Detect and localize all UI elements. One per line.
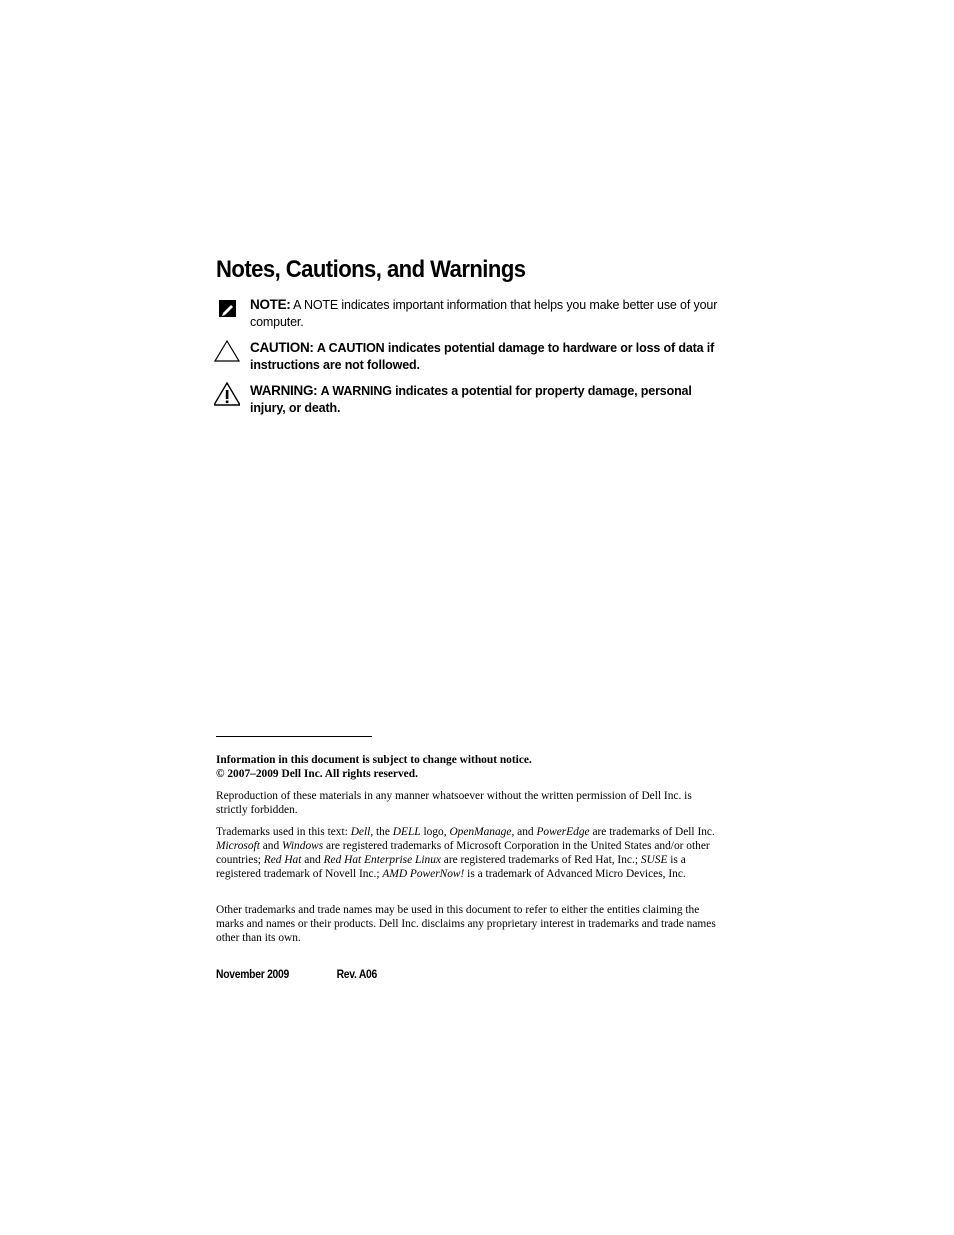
tm-windows: Windows — [282, 840, 324, 852]
caution-triangle-icon — [214, 339, 240, 365]
warning-text — [250, 382, 720, 417]
tm-text: is a trademark of Advanced Micro Devices, Inc. — [464, 868, 686, 880]
tm-dell: Dell — [350, 826, 371, 838]
footer-date: November 2009 — [216, 969, 290, 981]
footer-revision: Rev. A06 — [336, 969, 378, 981]
tm-text: are registered trademarks of Microsoft Corporation in the United States and/or other countries; — [216, 840, 710, 866]
footnote-divider — [216, 736, 372, 737]
tm-poweredge: PowerEdge — [536, 826, 590, 838]
caution-label: CAUTION: — [250, 340, 314, 355]
warning-body: A WARNING indicates a potential for property damage, personal injury, or death. — [250, 384, 692, 415]
caution-body: A CAUTION indicates potential damage to hardware or loss of data if instructions are not followed. — [250, 341, 715, 372]
reproduction-paragraph — [216, 789, 716, 817]
trademarks-paragraph — [216, 825, 716, 881]
change-notice-line: Information in this document is subject to change without notice. — [216, 754, 532, 766]
tm-redhat: Red Hat — [263, 854, 302, 866]
tm-text: and — [259, 840, 283, 852]
note-label: NOTE: — [250, 297, 291, 312]
tm-text: are registered trademarks of Red Hat, Inc.; — [440, 854, 641, 866]
tm-text: is a registered trademark of Novell Inc.; — [216, 854, 686, 880]
copyright-line: © 2007–2009 Dell Inc. All rights reserved. — [216, 768, 418, 780]
caution-text — [250, 339, 720, 374]
tm-text: logo, — [420, 826, 450, 838]
tm-text: Trademarks used in this text: — [216, 826, 351, 838]
other-trademarks-text: Other trademarks and trade names may be used in this document to refer to either the entities claiming the marks and names or their products. Dell Inc. disclaims any proprietary interest in trademarks and trade names other than its own. — [216, 904, 716, 944]
tm-openmanage: OpenManage — [449, 826, 512, 838]
tm-amd: AMD PowerNow! — [382, 868, 465, 880]
page-title: Notes, Cautions, and Warnings — [216, 256, 526, 283]
tm-text: are trademarks of Dell Inc. — [589, 826, 715, 838]
note-text — [250, 296, 720, 331]
tm-suse: SUSE — [640, 854, 668, 866]
tm-text: and — [301, 854, 324, 866]
warning-exclamation-icon — [214, 382, 240, 408]
other-trademarks-paragraph — [216, 903, 716, 945]
footer — [216, 969, 378, 981]
reproduction-text: Reproduction of these materials in any manner whatsoever without the written permission of Dell Inc. is strictly forbidden. — [216, 790, 692, 816]
tm-rhel: Red Hat Enterprise Linux — [323, 854, 441, 866]
warning-label: WARNING: — [250, 383, 318, 398]
tm-text: , the — [370, 826, 393, 838]
tm-text: , and — [511, 826, 537, 838]
note-pencil-icon — [214, 296, 240, 322]
change-notice — [216, 753, 716, 781]
note-body: A NOTE indicates important information that helps you make better use of your computer. — [250, 298, 718, 329]
tm-microsoft: Microsoft — [216, 840, 260, 852]
tm-dell-logo: DELL — [392, 826, 421, 838]
